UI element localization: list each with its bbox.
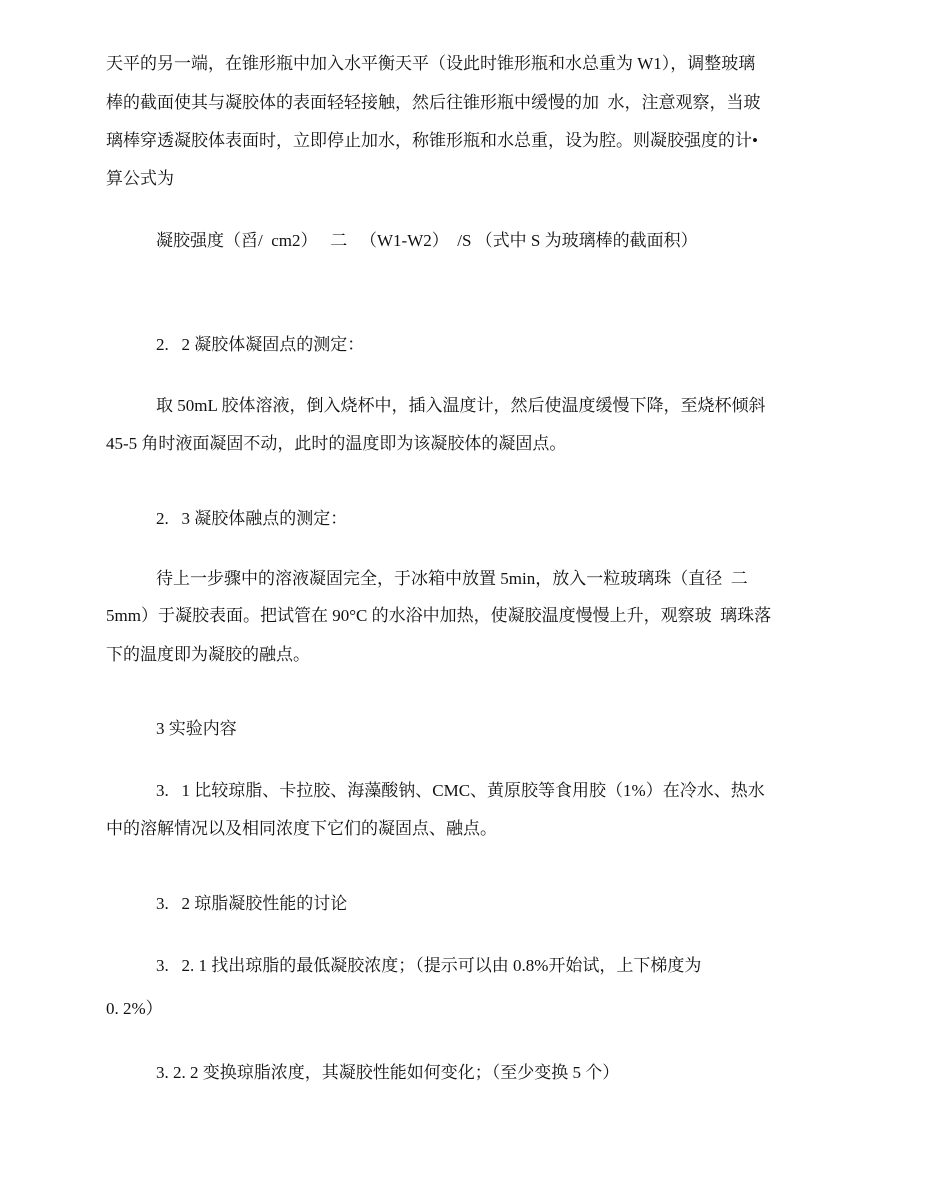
paragraph-line: 璃棒穿透凝胶体表面时，立即停止加水，称锥形瓶和水总重，设为腔。则凝胶强度的计• bbox=[106, 131, 758, 150]
paragraph-line: 天平的另一端，在锥形瓶中加入水平衡天平（设此时锥形瓶和水总重为 W1），调整玻璃 bbox=[106, 54, 756, 73]
paragraph-line: 3. 1 比较琼脂、卡拉胶、海藻酸钠、CMC、黄原胶等食用胶（1%）在冷水、热水 bbox=[156, 781, 765, 800]
paragraph-line: 0. 2%） bbox=[106, 999, 163, 1018]
paragraph-line: 3. 2. 1 找出琼脂的最低凝胶浓度；（提示可以由 0.8%开始试，上下梯度为 bbox=[156, 956, 702, 975]
paragraph-line: 待上一步骤中的溶液凝固完全，于冰箱中放置 5min，放入一粒玻璃珠（直径 二 bbox=[156, 569, 748, 588]
paragraph-line: 45-5 角时液面凝固不动，此时的温度即为该凝胶体的凝固点。 bbox=[106, 434, 567, 453]
section-heading: 3. 2 琼脂凝胶性能的讨论 bbox=[156, 894, 348, 913]
paragraph-line: 5mm）于凝胶表面。把试管在 90°C 的水浴中加热，使凝胶温度慢慢上升，观察玻 璃珠落 bbox=[106, 606, 772, 625]
paragraph-line: 取 50mL 胶体溶液，倒入烧杯中，插入温度计，然后使温度缓慢下降，至烧杯倾斜 bbox=[156, 396, 766, 415]
paragraph-line: 下的温度即为凝胶的融点。 bbox=[106, 645, 310, 664]
formula-line: 凝胶强度（舀/ cm2） 二 （W1-W2） /S （式中 S 为玻璃棒的截面积） bbox=[156, 231, 698, 250]
paragraph-line: 中的溶解情况以及相同浓度下它们的凝固点、融点。 bbox=[106, 819, 497, 838]
section-heading: 3 实验内容 bbox=[156, 719, 237, 738]
section-heading: 2. 3 凝胶体融点的测定： bbox=[156, 509, 348, 528]
paragraph-line: 3. 2. 2 变换琼脂浓度，其凝胶性能如何变化；（至少变换 5 个） bbox=[156, 1063, 620, 1082]
paragraph-line: 算公式为 bbox=[106, 169, 174, 188]
section-heading: 2. 2 凝胶体凝固点的测定： bbox=[156, 335, 365, 354]
paragraph-line: 棒的截面使其与凝胶体的表面轻轻接触，然后往锥形瓶中缓慢的加 水，注意观察，当玻 bbox=[106, 93, 761, 112]
